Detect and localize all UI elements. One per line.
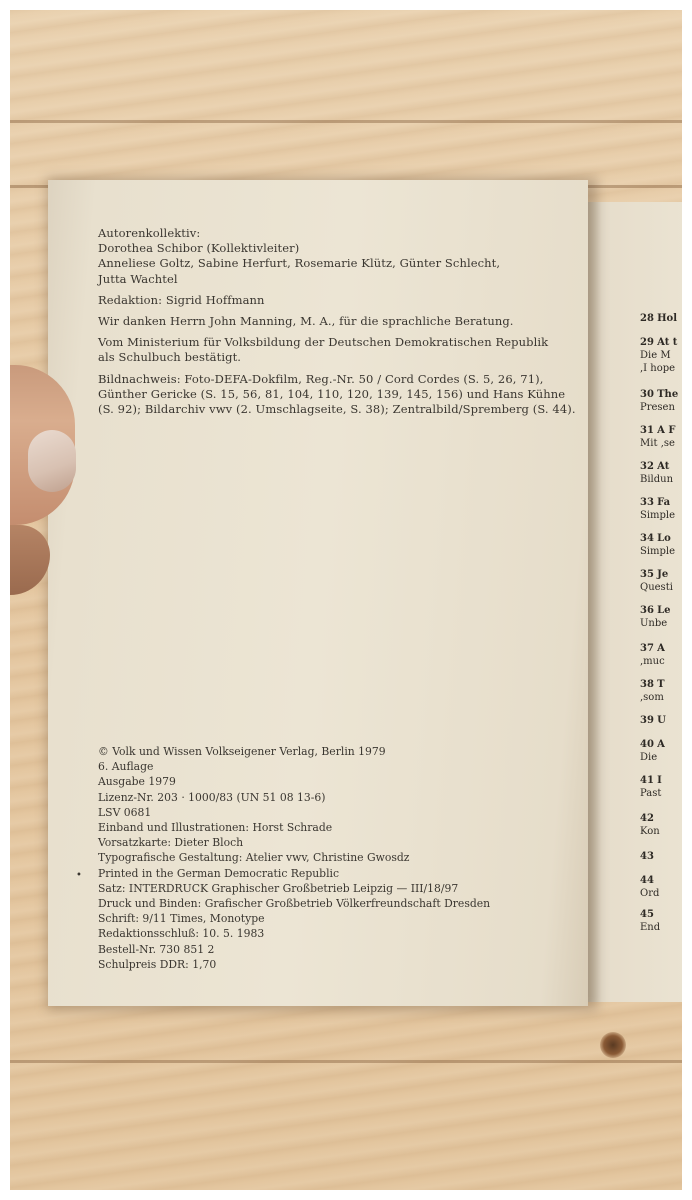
- colophon-line: Printed in the German Democratic Republic: [98, 866, 340, 880]
- colophon-line: Schulpreis DDR: 1,70: [98, 957, 217, 971]
- credits-line: Dorothea Schibor (Kollektivleiter): [98, 241, 300, 256]
- thanks-line: Wir danken Herrn John Manning, M. A., für die sprachliche Beratung.: [98, 314, 514, 329]
- toc-entry: 45 End: [640, 909, 661, 933]
- colophon-line: LSV 0681: [98, 805, 152, 819]
- colophon-line: Vorsatzkarte: Dieter Bloch: [98, 836, 244, 850]
- toc-entry: 31 A F Mit ‚se: [640, 425, 676, 449]
- colophon-line: Bestell-Nr. 730 851 2: [98, 942, 215, 956]
- toc-entry: 40 A Die: [640, 739, 665, 763]
- photo: [10, 10, 682, 1190]
- approval-line: als Schulbuch bestätigt.: [98, 350, 242, 365]
- toc-entry: 34 Lo Simple: [640, 533, 676, 557]
- floorboard-seam: [10, 120, 682, 123]
- credits-line: Autorenkollektiv:: [98, 226, 201, 240]
- colophon-line: © Volk und Wissen Volkseigener Verlag, Berlin 1979: [98, 745, 386, 758]
- colophon: [98, 744, 490, 972]
- wood-knot: [600, 1032, 626, 1058]
- image-credit-line: Günther Gericke (S. 15, 56, 81, 104, 110, 120, 139, 145, 156) und Hans Kühne: [98, 386, 566, 401]
- book-page: [48, 180, 588, 1006]
- toc-entry: 30 The Presen: [640, 389, 679, 413]
- image-credit-line: (S. 92); Bildarchiv vwv (2. Umschlagseite, S. 38); Zentralbild/Spremberg (S. 44).: [98, 402, 576, 417]
- colophon-line: 6. Auflage: [98, 760, 154, 774]
- credits-line: Jutta Wachtel: [98, 271, 178, 286]
- colophon-line: Typografische Gestaltung: Atelier vwv, Christine Gwosdz: [98, 851, 410, 865]
- toc-entry: 33 Fa Simple: [640, 497, 676, 521]
- margin-mark: •: [76, 870, 82, 881]
- colophon-line: Schrift: 9/11 Times, Monotype: [98, 912, 265, 926]
- credits-line: Anneliese Goltz, Sabine Herfurt, Rosemarie Klütz, Günter Schlecht,: [98, 256, 501, 271]
- editor-line: Redaktion: Sigrid Hoffmann: [98, 292, 265, 307]
- toc-entry: 37 A ,muc: [640, 643, 665, 667]
- thumbnail-nail: [28, 430, 76, 492]
- toc-entry: 29 At t Die M ,I hope: [640, 337, 678, 374]
- colophon-line: Satz: INTERDRUCK Graphischer Großbetrieb Leipzig — III/18/97: [98, 881, 459, 895]
- toc-entry: 44 Ord: [640, 875, 660, 899]
- floorboard-seam: [10, 1060, 682, 1063]
- toc-entry: 38 T ,som: [640, 679, 665, 703]
- toc-entry: 28 Hol: [640, 313, 678, 324]
- toc-entry: 43: [640, 851, 654, 862]
- image-credit-line: Bildnachweis: Foto-DEFA-Dokfilm, Reg.-Nr. 50 / Cord Cordes (S. 5, 26, 71),: [98, 371, 544, 386]
- toc-entry: 35 Je Questi: [640, 569, 673, 593]
- credits-block: [98, 226, 576, 417]
- toc-entry: 32 At Bildun: [640, 461, 674, 485]
- toc-entry: 39 U: [640, 715, 666, 726]
- toc-entry: 36 Le Unbe: [640, 605, 671, 629]
- toc-entry: 41 I Past: [640, 775, 662, 799]
- approval-line: Vom Ministerium für Volksbildung der Deutschen Demokratischen Republik: [98, 335, 549, 350]
- colophon-line: Druck und Binden: Grafischer Großbetrieb Völkerfreundschaft Dresden: [98, 897, 491, 911]
- colophon-line: Einband und Illustrationen: Horst Schrade: [98, 821, 333, 835]
- toc-entry: 42 Kon: [640, 813, 660, 837]
- finger: [10, 525, 50, 595]
- colophon-line: Ausgabe 1979: [98, 775, 176, 789]
- colophon-line: Lizenz-Nr. 203 · 1000/83 (UN 51 08 13-6): [98, 790, 326, 804]
- colophon-line: Redaktionsschluß: 10. 5. 1983: [98, 927, 265, 941]
